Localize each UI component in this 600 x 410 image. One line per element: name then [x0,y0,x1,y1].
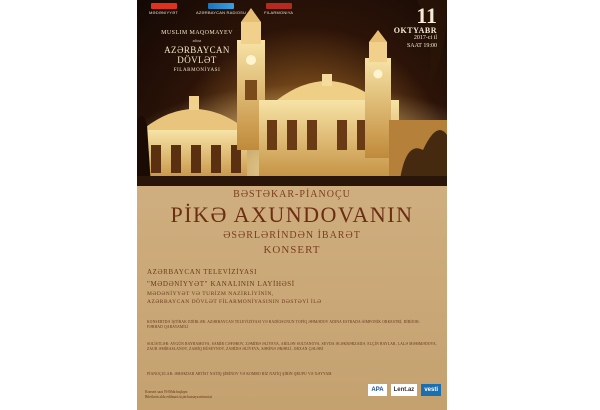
footer-line2: Biletlərin əldə edilməsi üçün kassaya müraciət [145,395,212,399]
event-time: SAAT 19:00 [406,43,437,49]
medeniyyet-logo-mark [151,3,177,9]
participants-pianists: PİANOÇULAR: ƏMƏKDAR ARTİST NATİQ ŞİRİNOV VƏ KOMBO RİZ NATİQ ŞİRİN QRUPU VƏ XƏYYAM [147,372,332,376]
date-month: OKTYABR [393,26,437,35]
vesti-logo: vesti [421,384,441,396]
medeniyyet-logo [149,3,178,15]
filarmoniya-logo-mark [266,3,292,9]
filarmoniya-logo [264,3,293,15]
sponsor-logos-top [149,3,293,15]
date-day: 11 [416,3,437,28]
participants-orchestra: KONSERTDƏ İŞTİRAK EDİRLƏR: AZƏRBAYCAN TELEVİZİYASI VƏ RADİOSUNUN TOFİQ ƏHMƏDOV ADINA ESTRADA-SİMFONİK ORKESTRİ, DİRİJOR: FƏRHAD QARAYAMİLİ [147,320,420,329]
media-partner-logos [368,384,441,396]
emblem-line1: MUSLIM MAQOMAYEV [161,30,233,36]
organizer-line3: MƏDƏNİYYƏT VƏ TURİZM NAZİRLİYİNİN, [147,291,274,297]
composer-name: PİKƏ AXUNDOVANIN [170,202,414,227]
radio-logo-label: AZƏRBAYCAN RADIOSU [196,10,247,15]
lentaz-logo: Lent.az [391,384,418,396]
poster-photo [137,0,447,186]
works-line: ƏSƏRLƏRİNDƏN İBARƏT [223,230,361,241]
medeniyyet-logo-label: MƏDƏNİYYƏT [149,10,179,15]
date-year: 2017-ci il [413,35,437,41]
footer-notes [145,390,212,400]
filarmoniya-logo-label: FILARMONIYA [264,10,294,15]
organizer-line4: AZƏRBAYCAN DÖVLƏT FİLARMONİYASININ DƏSTƏYİ İLƏ [147,299,322,305]
radio-logo-mark [208,3,234,9]
concert-poster [137,0,447,410]
footer-line1: Konsert saat 19:00da başlayır. [145,390,189,394]
radio-logo [196,3,246,15]
composer-subtitle: BƏSTƏKAR-PİANOÇU [233,189,351,200]
emblem-line2: adına [192,38,202,43]
apa-logo: APA [368,384,386,396]
philharmonic-emblem [145,30,249,73]
event-date [393,3,437,49]
poster-text-area [137,186,447,410]
emblem-line4: FILARMONİYASI [173,68,221,73]
participants-soloists: SOLİSTLƏR: AYGÜN BAYRAMOVA, SAMİR CƏFƏROV, ZƏMİRƏ ƏLİYEVA, ARİLƏN SOLTANOVA, SEVDA ƏLƏKBƏRZADƏ, ELÇİN BAYLAR, LALƏ MƏMMƏDOVA, ZAUR ƏMİRASLANOV, ZAMİQ HÜSEYNOV, ZAHİDƏ ƏLİYEVA, SƏBİNƏ ƏRƏBLİ, ORXAN ÇƏLƏBİ [147,342,437,351]
emblem-line3: AZƏRBAYCAN DÖVLƏT [164,45,230,65]
konsert-title: KONSERT [263,244,321,256]
organizer-line1: AZƏRBAYCAN TELEVİZİYASI [147,268,258,276]
organizer-line2: "MƏDƏNİYYƏT" KANALININ LAYİHƏSİ [147,280,295,288]
